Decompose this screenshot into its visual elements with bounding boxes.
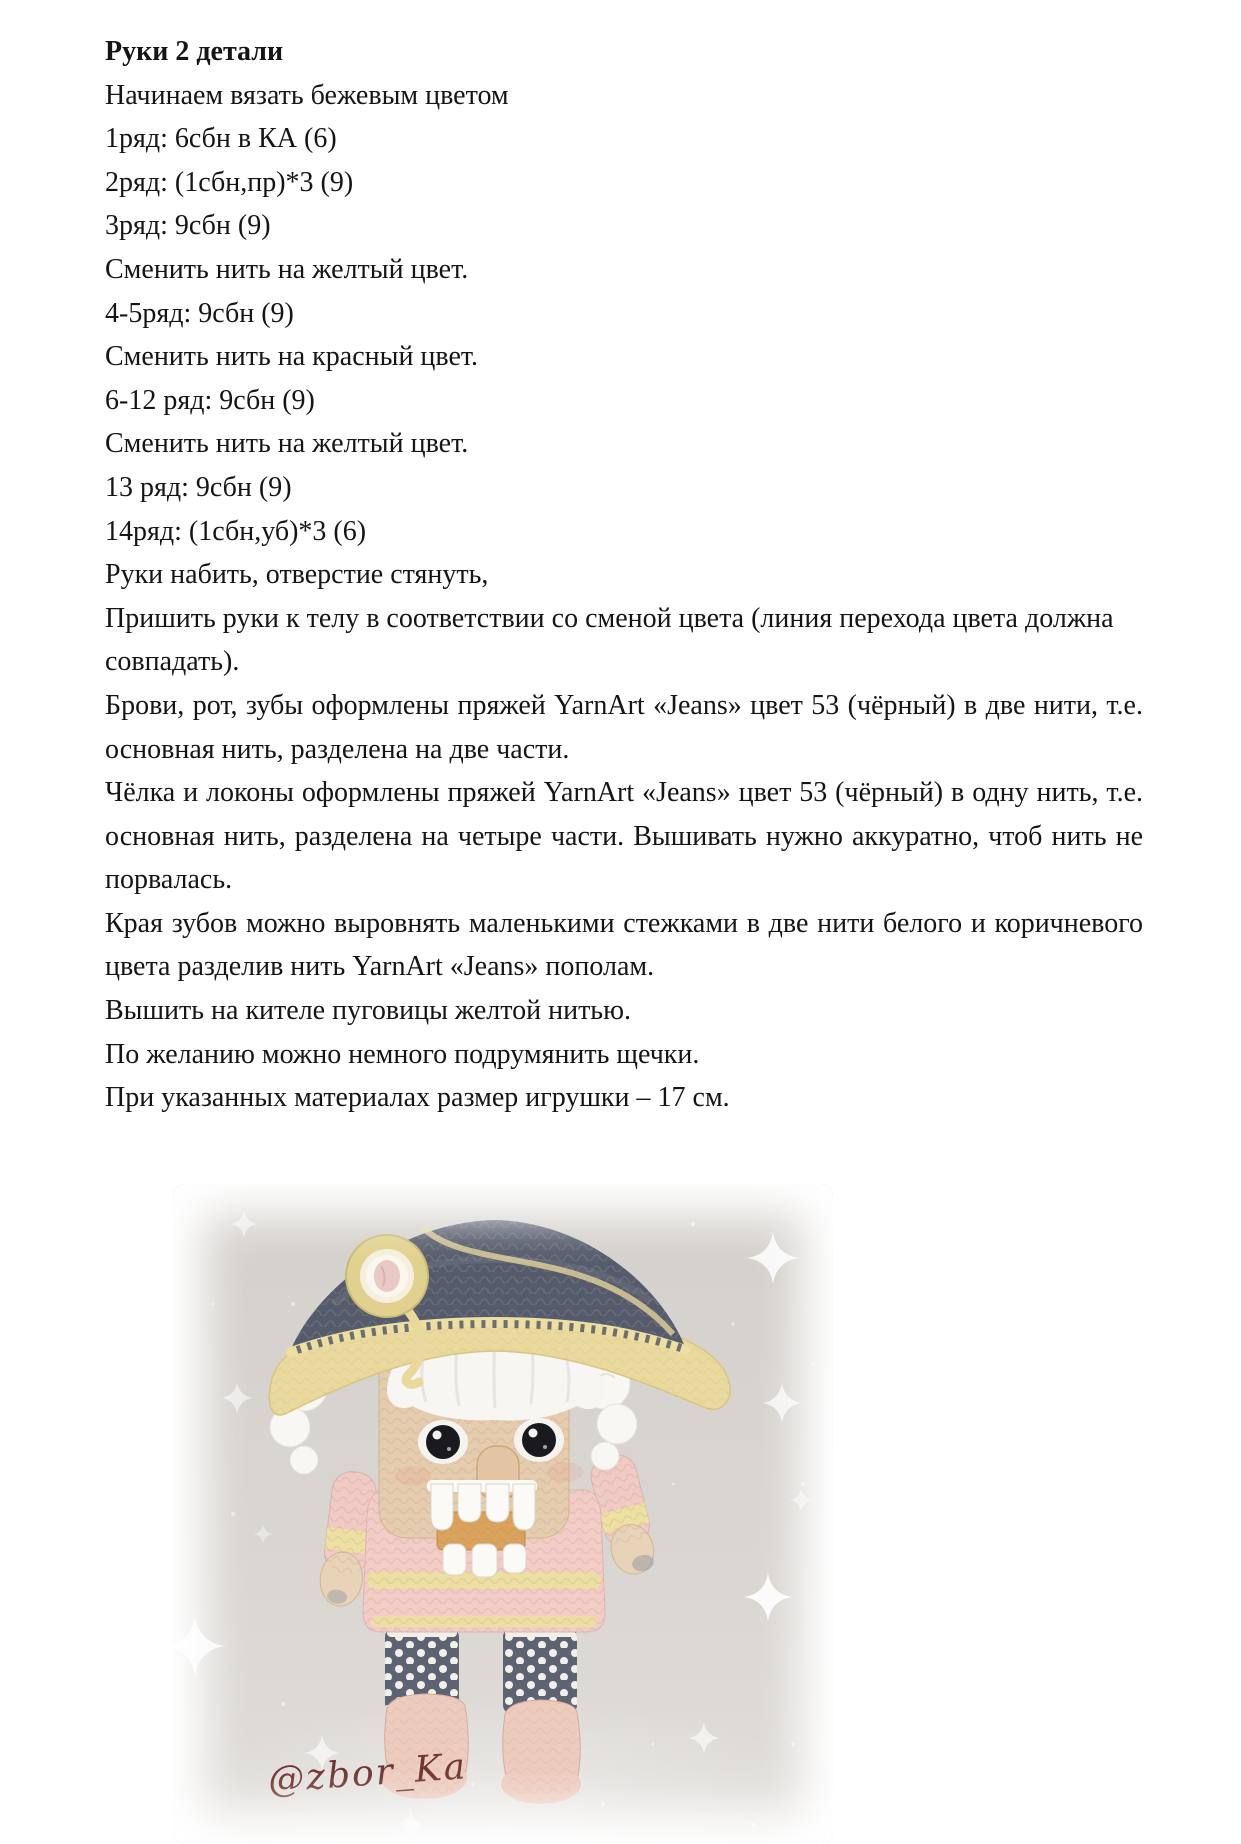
pattern-line: Вышить на кителе пуговицы желтой нитью.	[105, 995, 631, 1027]
pattern-line: 4-5ряд: 9сбн (9)	[105, 297, 294, 329]
photo-watermark: @zbor_Ka	[266, 1746, 469, 1801]
pattern-line: 14ряд: (1сбн,уб)*3 (6)	[105, 515, 367, 547]
pattern-line: 1ряд: 6сбн в КА (6)	[105, 123, 337, 155]
pattern-line: Сменить нить на желтый цвет.	[105, 253, 469, 285]
pattern-line: По желанию можно немного подрумянить щечки.	[105, 1038, 700, 1070]
pattern-line: 13 ряд: 9сбн (9)	[105, 471, 292, 503]
left-cheek-blush	[395, 1466, 431, 1486]
section-heading: Руки 2 детали	[105, 36, 284, 67]
pattern-line: Брови, рот, зубы оформлены пряжей YarnArt «Jeans» цвет 53 (чёрный) в две нити, т.е. основная нить, разделена на две части.	[105, 689, 1143, 765]
pattern-line: Начинаем вязать бежевым цветом	[105, 79, 509, 111]
doll-illustration	[173, 1184, 833, 1844]
pattern-line: 2ряд: (1сбн,пр)*3 (9)	[105, 166, 354, 198]
pattern-line: Края зубов можно выровнять маленькими стежками в две нити белого и коричневого цвета разделив нить YarnArt «Jeans» пополам.	[105, 907, 1143, 983]
pattern-line: 3ряд: 9сбн (9)	[105, 210, 271, 242]
doll-photo	[173, 1184, 833, 1844]
pattern-line: При указанных материалах размер игрушки – 17 см.	[105, 1082, 730, 1114]
pattern-line: Сменить нить на желтый цвет.	[105, 428, 469, 460]
pattern-line: Сменить нить на красный цвет.	[105, 341, 479, 373]
pattern-line: Руки набить, отверстие стянуть,	[105, 559, 489, 591]
pattern-line: Чёлка и локоны оформлены пряжей YarnArt «Jeans» цвет 53 (чёрный) в одну нить, т.е. основная нить, разделена на четыре части. Вышивать нужно аккуратно, чтоб нить не порвалась.	[105, 777, 1143, 896]
pattern-text	[105, 74, 1143, 1120]
right-cheek-blush	[547, 1462, 583, 1482]
pattern-line: Пришить руки к телу в соответствии со сменой цвета (линия перехода цвета должна совпадать).	[105, 602, 1114, 678]
pattern-line: 6-12 ряд: 9сбн (9)	[105, 384, 315, 416]
